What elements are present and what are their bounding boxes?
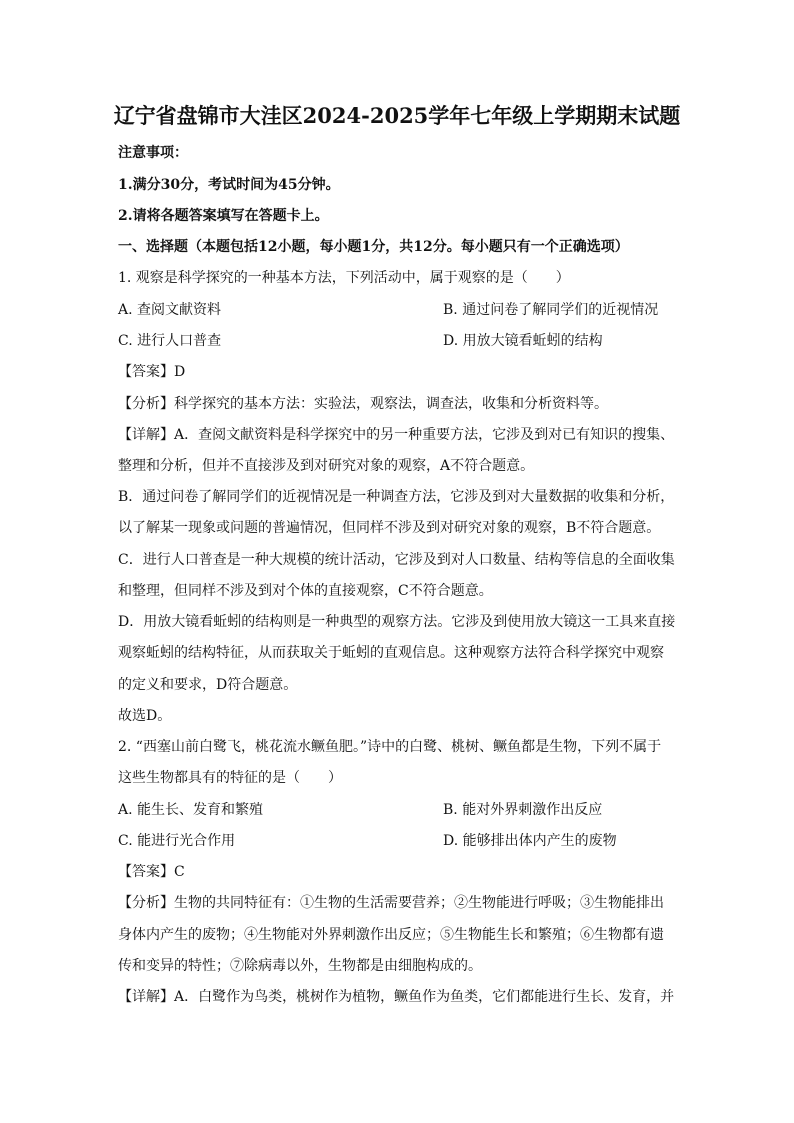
q1-detail-line: 的定义和要求，D符合题意。 <box>118 677 298 693</box>
q1-option-b: B. 通过问卷了解同学们的近视情况 <box>443 302 659 318</box>
q1-detail-line: D．用放大镜看蚯蚓的结构则是一种典型的观察方法。它涉及到使用放大镜这一工具来直接 <box>118 614 676 630</box>
q2-option-c: C. 能进行光合作用 <box>118 833 236 849</box>
q1-option-a: A. 查阅文献资料 <box>118 302 222 318</box>
q2-analysis-line: 传和变异的特性；⑦除病毒以外，生物都是由细胞构成的。 <box>118 958 482 974</box>
q2-stem-line: 这些生物都具有的特征的是（ ） <box>118 770 342 786</box>
q2-analysis-line: 【分析】生物的共同特征有：①生物的生活需要营养；②生物能进行呼吸；③生物能排出 <box>118 895 664 911</box>
page-title: 辽宁省盘锦市大洼区2024-2025学年七年级上学期期末试题 <box>113 103 681 128</box>
q1-detail-line: 以了解某一现象或问题的普遍情况，但同样不涉及到对研究对象的观察，B不符合题意。 <box>118 520 661 536</box>
q1-detail-line: B．通过问卷了解同学们的近视情况是一种调查方法，它涉及到对大量数据的收集和分析， <box>118 489 675 505</box>
q2-option-d: D. 能够排出体内产生的废物 <box>443 833 617 849</box>
q1-stem: 1. 观察是科学探究的一种基本方法，下列活动中，属于观察的是（ ） <box>118 270 570 286</box>
q1-detail-line: 【详解】A．查阅文献资料是科学探究中的另一种重要方法，它涉及到对已有知识的搜集、 <box>118 427 675 443</box>
notice-item-2: 2.请将各题答案填写在答题卡上。 <box>118 208 329 224</box>
q1-analysis: 【分析】科学探究的基本方法：实验法，观察法，调查法，收集和分析资料等。 <box>118 396 608 412</box>
q2-analysis-line: 身体内产生的废物；④生物能对外界刺激作出反应；⑤生物能生长和繁殖；⑥生物都有遗 <box>118 927 664 943</box>
q1-option-c: C. 进行人口普查 <box>118 333 222 349</box>
q2-detail-line: 【详解】A．白鹭作为鸟类，桃树作为植物，鳜鱼作为鱼类，它们都能进行生长、发育，并 <box>118 989 675 1005</box>
q1-detail-line: 观察蚯蚓的结构特征，从而获取关于蚯蚓的直观信息。这种观察方法符合科学探究中观察 <box>118 645 664 661</box>
q1-detail-line: C．进行人口普查是一种大规模的统计活动，它涉及到对人口数量、结构等信息的全面收集 <box>118 552 675 568</box>
notice-item-1: 1.满分30分，考试时间为45分钟。 <box>118 177 340 193</box>
q1-option-d: D. 用放大镜看蚯蚓的结构 <box>443 333 603 349</box>
q1-detail-line: 整理和分析，但并不直接涉及到对研究对象的观察，A不符合题意。 <box>118 458 535 474</box>
q2-option-b: B. 能对外界刺激作出反应 <box>443 802 603 818</box>
q1-conclusion: 故选D。 <box>118 708 172 724</box>
q2-option-a: A. 能生长、发育和繁殖 <box>118 802 264 818</box>
notice-heading: 注意事项： <box>118 145 188 161</box>
section-heading: 一、选择题（本题包括12小题，每小题1分，共12分。每小题只有一个正确选项） <box>118 239 629 255</box>
q2-stem-line: 2. “西塞山前白鹭飞，桃花流水鳜鱼肥。”诗中的白鹭、桃树、鳜鱼都是生物，下列不属于 <box>118 739 662 755</box>
q1-detail-line: 和整理，但同样不涉及到对个体的直接观察，C不符合题意。 <box>118 583 493 599</box>
q2-answer: 【答案】C <box>118 864 185 880</box>
q1-answer: 【答案】D <box>118 364 186 380</box>
